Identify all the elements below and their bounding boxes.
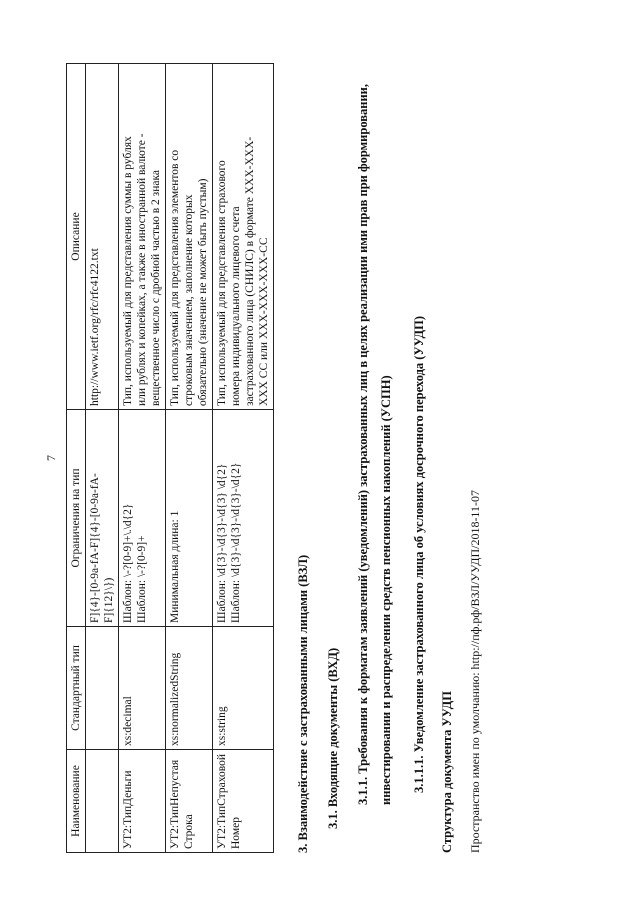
heading-section-3: 3. Взаимодействие с застрахованными лицами (ВЗЛ) xyxy=(296,554,310,853)
cell-name: УТ2:ТипСтраховойНомер xyxy=(213,750,274,853)
description-line: или рублях и копейках, а также в иностранной валюте - xyxy=(136,133,149,406)
namespace-line: Пространство имен по умолчанию: http://пф.рф/ВЗЛ/УУДП/2018-11-07 xyxy=(468,490,482,853)
description-line: XXX CC или XXX-XXX-XXX-CC xyxy=(258,237,271,406)
cell-description xyxy=(213,64,274,410)
header-description: Описание xyxy=(67,64,86,410)
cell-name: УТ2:ТипДеньги xyxy=(119,750,166,853)
cell-standard-type xyxy=(86,627,119,750)
cell-name xyxy=(86,750,119,853)
description-line: строковым значением, заполнение которых xyxy=(183,194,196,406)
table-row xyxy=(166,64,213,853)
description-line: http://www.ietf.org/rfc/rfc4122.txt xyxy=(89,248,102,406)
table-row xyxy=(119,64,166,853)
cell-description xyxy=(166,64,213,410)
description-line: Тип, используемый для представления элементов со xyxy=(169,149,182,406)
cell-restrictions xyxy=(86,410,119,627)
cell-description xyxy=(86,64,119,410)
table-row xyxy=(86,64,119,853)
table-header-row xyxy=(67,64,86,853)
restriction-line: Шаблон: \d{3}-\d{3}-\d{3}-\d{2} xyxy=(230,462,243,623)
restriction-line: Шаблон: \-?[0-9]+ xyxy=(136,535,149,623)
cell-restrictions xyxy=(166,410,213,627)
description-line: вещественное число с дробной частью в 2 знака xyxy=(150,170,163,406)
header-name: Наименование xyxy=(67,750,86,853)
types-table xyxy=(66,63,274,853)
restriction-line: F]{4}-[0-9a-fA-F]{4}-[0-9a-fA- xyxy=(89,473,102,623)
description-line: обязательно (значение не может быть пустым) xyxy=(197,178,210,406)
cell-name: УТ2:ТипНепустаяСтрока xyxy=(166,750,213,853)
header-standard-type: Стандартный тип xyxy=(67,627,86,750)
description-line: Тип, используемый для представления суммы в рублях xyxy=(122,136,135,406)
restriction-line: Минимальная длина: 1 xyxy=(169,510,182,623)
cell-restrictions xyxy=(119,410,166,627)
restriction-line: Шаблон: \-?[0-9]+\.\d{2} xyxy=(122,503,135,623)
header-restrictions: Ограничения на тип xyxy=(67,410,86,627)
description-line: застрахованного лица (СНИЛС) в формате XXX-XXX- xyxy=(244,136,257,406)
page-number: 7 xyxy=(44,455,58,461)
heading-section-3-1: 3.1. Входящие документы (ВХД) xyxy=(326,647,340,829)
table-row xyxy=(213,64,274,853)
description-line: Тип, используемый для представления страхового xyxy=(216,160,229,406)
heading-section-3-1-1: 3.1.1. Требования к форматам заявлений (уведомлений) застрахованных лиц в целях реализации ими прав при формировании, инвестировании и распределении средств пенсионных накоплений (УСПН) xyxy=(356,84,393,805)
heading-structure: Структура документа УУДП xyxy=(440,691,454,853)
cell-standard-type: xs:normalizedString xyxy=(166,627,213,750)
heading-section-3-1-1-1: 3.1.1.1. Уведомление застрахованного лица об условиях досрочного перехода (УУДП) xyxy=(412,315,426,793)
cell-restrictions xyxy=(213,410,274,627)
description-line: номера индивидуального лицевого счета xyxy=(230,206,243,406)
restriction-line: F]{12}\}) xyxy=(103,577,116,623)
cell-standard-type: xs:decimal xyxy=(119,627,166,750)
cell-description xyxy=(119,64,166,410)
cell-standard-type: xs:string xyxy=(213,627,274,750)
restriction-line: Шаблон: \d{3}-\d{3}-\d{3} \d{2} xyxy=(216,463,229,623)
